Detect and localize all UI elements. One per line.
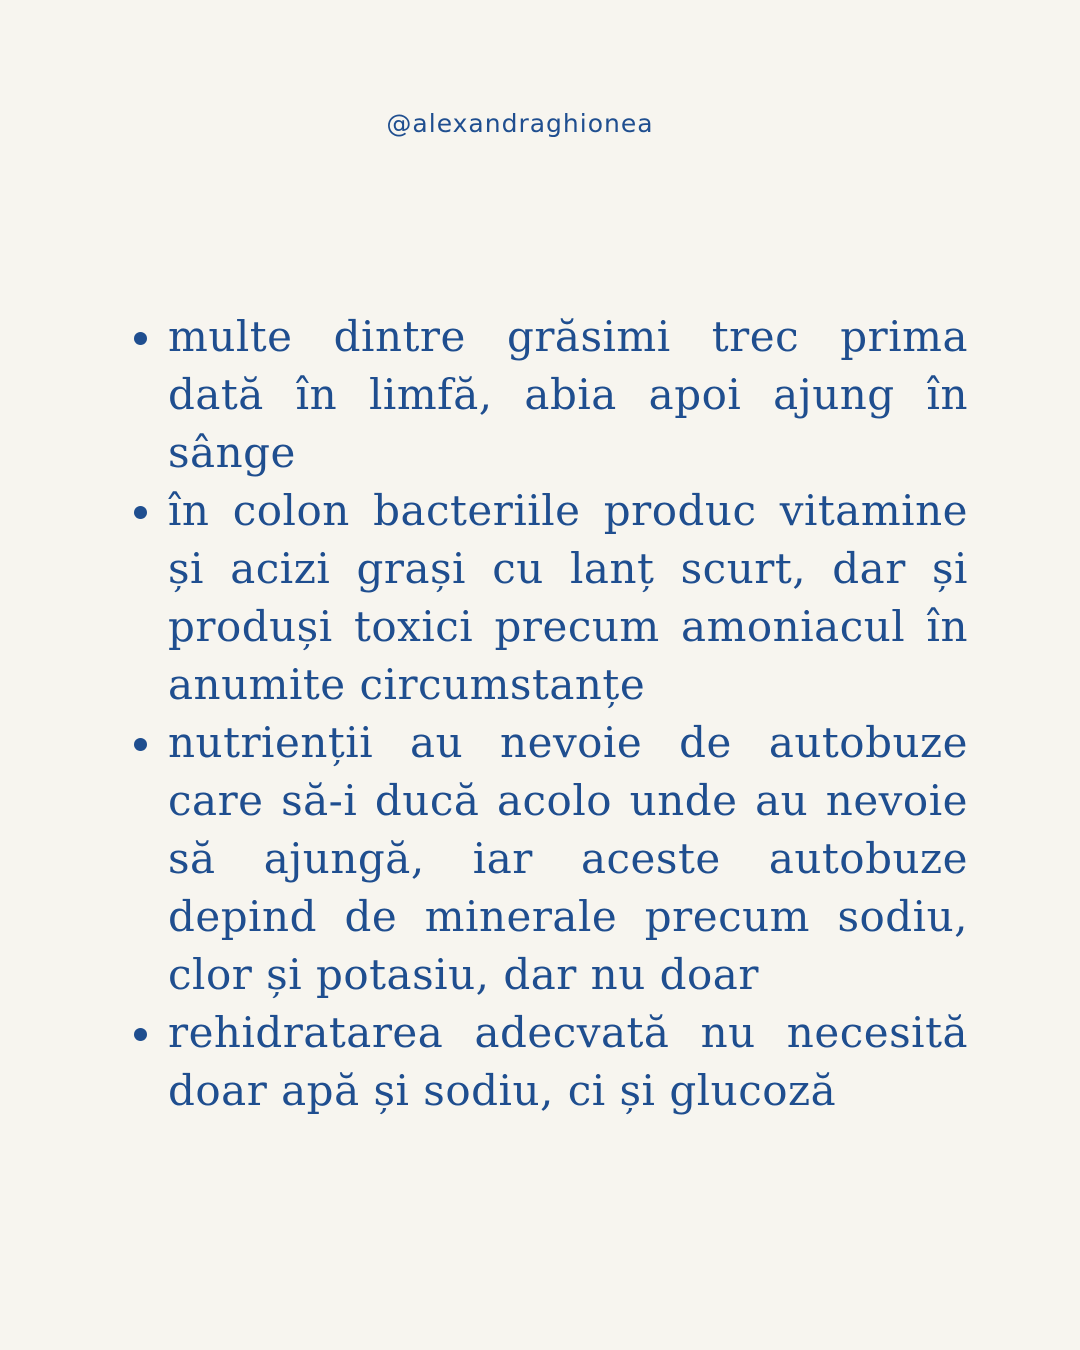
bullet-text: rehidratarea adecvată nu necesită doar apă și sodiu, ci și glucoză [168,1008,968,1115]
list-item [168,714,968,1004]
bullet-text: multe dintre grăsimi trec prima dată în limfă, abia apoi ajung în sânge [168,312,968,477]
author-handle: @alexandraghionea [386,109,654,138]
bullet-dot-icon [134,332,147,345]
list-item [168,308,968,482]
bullet-text: în colon bacteriile produc vitamine și acizi grași cu lanț scurt, dar și produși toxici precum amoniacul în anumite circumstanțe [168,486,968,709]
list-item [168,1004,968,1120]
bullet-dot-icon [134,738,147,751]
bullet-dot-icon [134,1028,147,1041]
bullet-list [0,308,968,1120]
bullet-dot-icon [134,506,147,519]
list-item [168,482,968,714]
bullet-text: nutrienții au nevoie de autobuze care să-i ducă acolo unde au nevoie să ajungă, iar aceste autobuze depind de minerale precum sodiu, clor și potasiu, dar nu doar [168,718,968,999]
